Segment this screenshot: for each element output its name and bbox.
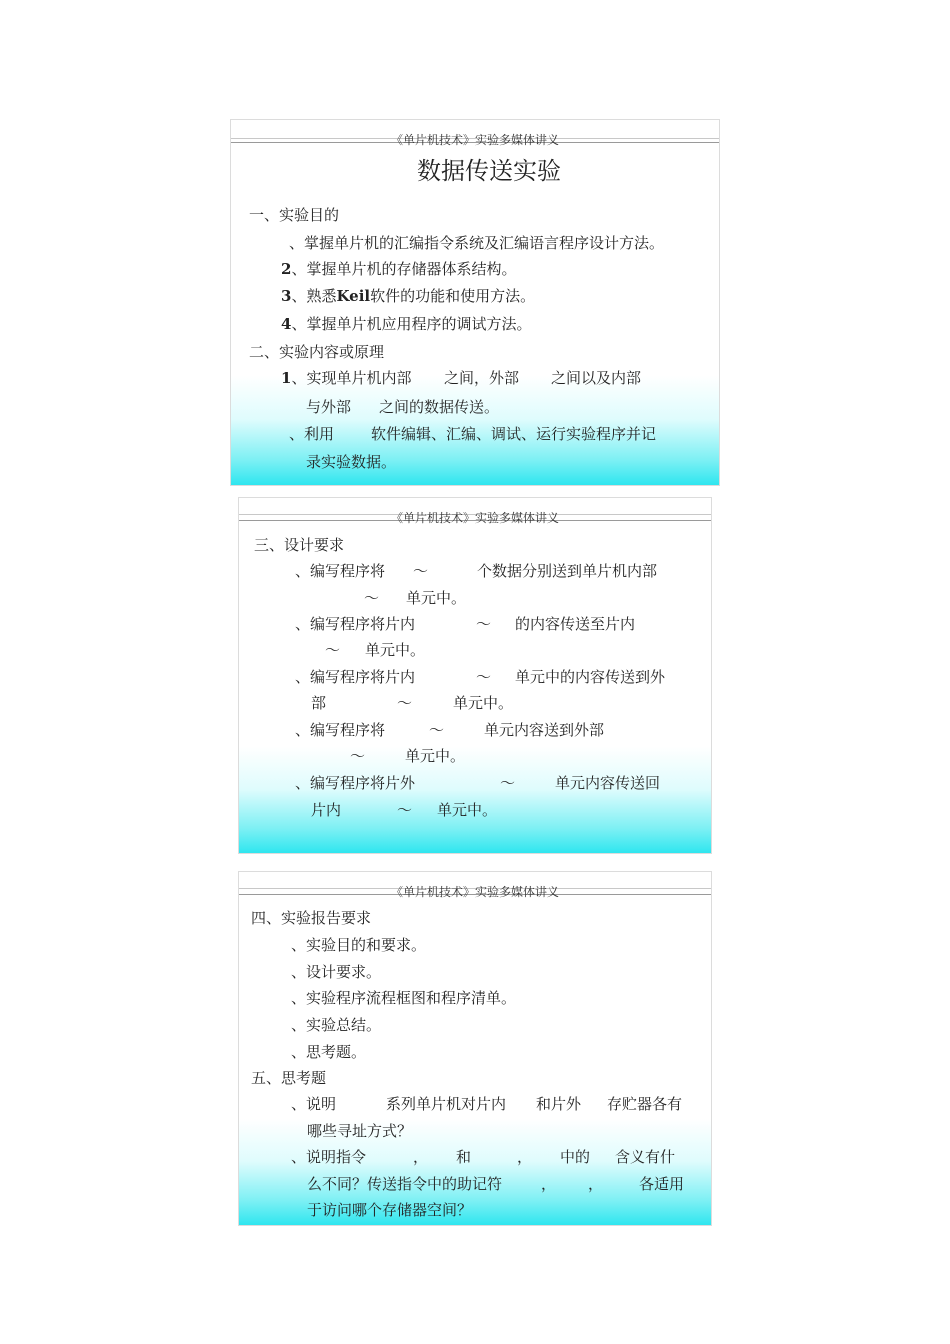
question-1-part-b: 系列单片机对片内 xyxy=(386,1095,507,1113)
question-1-part-d: 存贮器各有 xyxy=(607,1095,683,1113)
req-4: 、编写程序将 xyxy=(295,721,386,739)
req-3-part-d: 单元中。 xyxy=(453,694,514,712)
req-2-part-b: 的内容传送至片内 xyxy=(515,615,636,633)
req-2-tilde-2: ～ xyxy=(325,641,341,659)
goal-item-2 xyxy=(281,260,516,278)
req-5-tilde-2: ～ xyxy=(397,801,413,819)
req-5-part-d: 单元中。 xyxy=(437,801,498,819)
content-item-2-part-b: 软件编辑、汇编、调试、运行实验程序并记 xyxy=(371,425,657,443)
question-2-in: 中的 xyxy=(560,1148,591,1166)
question-2-comma-4: ， xyxy=(588,1175,604,1193)
question-1-part-c: 和片外 xyxy=(536,1095,582,1113)
slide-header: 《单片机技术》实验多媒体讲义 xyxy=(390,133,559,147)
item-number: 3 xyxy=(281,287,292,305)
section-heading-4: 四、实验报告要求 xyxy=(251,909,372,927)
req-2-tilde: ～ xyxy=(476,615,492,633)
req-3: 、编写程序将片内 xyxy=(295,668,416,686)
content-item-1-part-e: 之间的数据传送。 xyxy=(379,398,500,416)
question-2-comma-1: ， xyxy=(413,1148,429,1166)
req-2-part-c: 单元中。 xyxy=(365,641,426,659)
item-text: 软件的功能和使用方法。 xyxy=(370,287,536,305)
req-5-part-c: 片内 xyxy=(311,801,342,819)
question-2-comma-3: ， xyxy=(541,1175,557,1193)
req-1-part-c: 单元中。 xyxy=(406,589,467,607)
item-text: 、掌握单片机应用程序的调试方法。 xyxy=(291,315,532,333)
req-3-tilde: ～ xyxy=(476,668,492,686)
req-4-tilde-2: ～ xyxy=(350,747,366,765)
content-item-2-part-c: 录实验数据。 xyxy=(306,453,397,471)
goal-item-1: 、掌握单片机的汇编指令系统及汇编语言程序设计方法。 xyxy=(289,234,665,252)
item-text: 、掌握单片机的存储器体系结构。 xyxy=(291,260,517,278)
content-item-1 xyxy=(281,369,411,387)
report-item-2: 、设计要求。 xyxy=(291,963,382,981)
content-item-1-part-b: 之间，外部 xyxy=(444,369,520,387)
report-item-5: 、思考题。 xyxy=(291,1043,367,1061)
question-2-part-e: 于访问哪个存储器空间？ xyxy=(307,1201,473,1219)
question-2: 、说明指令 xyxy=(291,1148,367,1166)
slide-header: 《单片机技术》实验多媒体讲义 xyxy=(390,511,559,525)
report-item-1: 、实验目的和要求。 xyxy=(291,936,427,954)
goal-item-4 xyxy=(281,315,531,333)
req-1: 、编写程序将 xyxy=(295,562,386,580)
goal-item-3 xyxy=(281,287,535,305)
item-number: 4 xyxy=(281,315,292,333)
slide-2 xyxy=(238,497,712,854)
req-5-tilde: ～ xyxy=(500,774,516,792)
req-4-tilde: ～ xyxy=(429,721,445,739)
slide-1 xyxy=(230,119,720,486)
req-5: 、编写程序将片外 xyxy=(295,774,416,792)
content-item-1-part-c: 之间以及内部 xyxy=(551,369,642,387)
question-2-part-b: 含义有什 xyxy=(615,1148,676,1166)
item-text: 、熟悉 xyxy=(291,287,337,305)
slide-3 xyxy=(238,871,712,1226)
slide-header: 《单片机技术》实验多媒体讲义 xyxy=(390,885,559,899)
req-3-part-b: 单元中的内容传送到外 xyxy=(515,668,666,686)
section-heading-2: 二、实验内容或原理 xyxy=(249,343,385,361)
item-number: 2 xyxy=(281,260,292,278)
question-2-and: 和 xyxy=(456,1148,472,1166)
req-4-part-c: 单元中。 xyxy=(405,747,466,765)
section-heading-1: 一、实验目的 xyxy=(249,206,340,224)
content-item-1-part-d: 与外部 xyxy=(306,398,352,416)
item-number: 1 xyxy=(281,369,292,387)
req-1-tilde-2: ～ xyxy=(364,589,380,607)
req-2: 、编写程序将片内 xyxy=(295,615,416,633)
req-3-tilde-2: ～ xyxy=(397,694,413,712)
report-item-3: 、实验程序流程框图和程序清单。 xyxy=(291,989,517,1007)
page-title: 数据传送实验 xyxy=(417,157,561,185)
req-1-tilde: ～ xyxy=(413,562,429,580)
req-1-part-b: 个数据分别送到单片机内部 xyxy=(477,562,658,580)
section-heading-5: 五、思考题 xyxy=(251,1069,327,1087)
keil-label: Keil xyxy=(336,287,371,305)
req-5-part-b: 单元内容传送回 xyxy=(555,774,661,792)
question-1: 、说明 xyxy=(291,1095,337,1113)
question-1-part-e: 哪些寻址方式？ xyxy=(307,1122,413,1140)
section-heading-3: 三、设计要求 xyxy=(254,536,345,554)
question-2-comma-2: ， xyxy=(517,1148,533,1166)
content-item-2: 、利用 xyxy=(289,425,335,443)
req-3-part-c: 部 xyxy=(311,694,327,712)
question-2-part-c: 么不同？传送指令中的助记符 xyxy=(307,1175,503,1193)
req-4-part-b: 单元内容送到外部 xyxy=(484,721,605,739)
report-item-4: 、实验总结。 xyxy=(291,1016,382,1034)
question-2-part-d: 各适用 xyxy=(639,1175,685,1193)
item-text: 、实现单片机内部 xyxy=(291,369,412,387)
